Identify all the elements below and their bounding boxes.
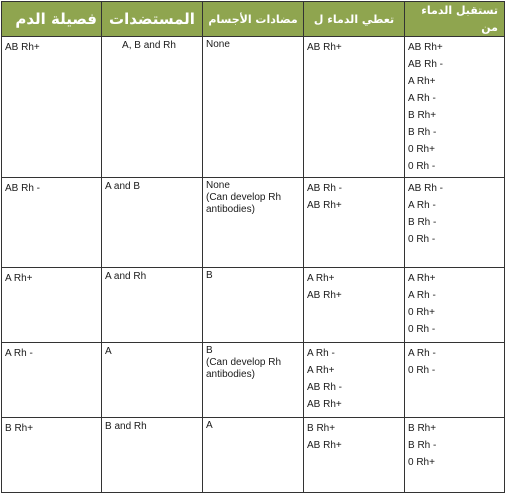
cell-line: AB Rh - xyxy=(408,59,444,70)
cell-line: None xyxy=(206,39,230,50)
receive-from-cell xyxy=(405,37,505,178)
header-antigens: المستضدات xyxy=(102,2,203,37)
blood-type-cell xyxy=(2,343,102,418)
cell-line: (Can develop Rh xyxy=(206,357,282,368)
cell-line: A and Rh xyxy=(105,271,147,282)
cell-line: (Can develop Rh xyxy=(206,192,282,203)
cell-line: AB Rh - xyxy=(307,183,343,194)
cell-line: A Rh+ xyxy=(408,273,436,284)
cell-line: B and Rh xyxy=(105,421,147,432)
blood-type-cell xyxy=(2,37,102,178)
header-receive-from: تستقبل الدماء من xyxy=(405,2,505,37)
cell-line: 0 Rh - xyxy=(408,161,436,172)
cell-line: A xyxy=(206,420,213,431)
cell-line: AB Rh+ xyxy=(408,42,443,53)
cell-line: A Rh - xyxy=(5,348,33,359)
donate-to-cell xyxy=(304,37,405,178)
table-row xyxy=(2,343,505,418)
cell-line: B xyxy=(206,270,213,281)
antibodies-cell xyxy=(203,37,304,178)
cell-line: AB Rh+ xyxy=(307,290,342,301)
cell-line: 0 Rh+ xyxy=(408,307,435,318)
donate-to-cell xyxy=(304,418,405,493)
cell-line: AB Rh+ xyxy=(5,42,40,53)
cell-line: A Rh+ xyxy=(408,76,436,87)
donate-to-cell xyxy=(304,178,405,268)
cell-line: A Rh - xyxy=(307,348,335,359)
cell-line: A, B and Rh xyxy=(122,40,176,51)
antibodies-cell xyxy=(203,268,304,343)
table-row xyxy=(2,37,505,178)
blood-type-cell xyxy=(2,178,102,268)
cell-line: AB Rh+ xyxy=(307,200,342,211)
receive-from-cell xyxy=(405,178,505,268)
cell-line: 0 Rh - xyxy=(408,324,436,335)
cell-line: 0 Rh+ xyxy=(408,144,435,155)
cell-line: antibodies) xyxy=(206,369,255,380)
cell-line: AB Rh+ xyxy=(307,440,342,451)
blood-type-cell xyxy=(2,418,102,493)
donate-to-cell xyxy=(304,343,405,418)
receive-from-cell xyxy=(405,418,505,493)
cell-line: B Rh - xyxy=(408,127,437,138)
donate-to-cell xyxy=(304,268,405,343)
cell-line: B Rh - xyxy=(408,440,437,451)
cell-line: A xyxy=(105,346,112,357)
receive-from-cell xyxy=(405,268,505,343)
cell-line: B Rh+ xyxy=(408,110,437,121)
cell-line: A Rh - xyxy=(408,348,436,359)
header-blood-type: فصيلة الدم xyxy=(2,2,102,37)
table-row xyxy=(2,418,505,493)
cell-line: A Rh+ xyxy=(5,273,33,284)
cell-line: AB Rh - xyxy=(307,382,343,393)
antigens-cell xyxy=(102,37,203,178)
cell-line: 0 Rh - xyxy=(408,234,436,245)
cell-line: 0 Rh - xyxy=(408,365,436,376)
antibodies-cell xyxy=(203,418,304,493)
table-row xyxy=(2,268,505,343)
cell-line: A Rh+ xyxy=(307,273,335,284)
cell-line: B Rh+ xyxy=(5,423,34,434)
header-antibodies: مضادات الأجسام xyxy=(203,2,304,37)
cell-line: None xyxy=(206,180,230,191)
cell-line: A Rh - xyxy=(408,93,436,104)
antibodies-cell xyxy=(203,343,304,418)
cell-line: AB Rh+ xyxy=(307,42,342,53)
cell-line: A Rh - xyxy=(408,200,436,211)
cell-line: B Rh - xyxy=(408,217,437,228)
cell-line: B Rh+ xyxy=(307,423,336,434)
header-donate-to: تعطي الدماء ل xyxy=(304,2,405,37)
table-row xyxy=(2,178,505,268)
blood-type-table xyxy=(1,1,505,493)
cell-line: 0 Rh+ xyxy=(408,457,435,468)
cell-line: AB Rh+ xyxy=(307,399,342,410)
cell-line: B Rh+ xyxy=(408,423,437,434)
receive-from-cell xyxy=(405,343,505,418)
antigens-cell xyxy=(102,343,203,418)
cell-line: B xyxy=(206,345,213,356)
cell-line: AB Rh - xyxy=(408,183,444,194)
antigens-cell xyxy=(102,178,203,268)
header-row xyxy=(2,2,505,37)
cell-line: A Rh+ xyxy=(307,365,335,376)
cell-line: A Rh - xyxy=(408,290,436,301)
antigens-cell xyxy=(102,418,203,493)
cell-line: A and B xyxy=(105,181,141,192)
cell-line: AB Rh - xyxy=(5,183,41,194)
antigens-cell xyxy=(102,268,203,343)
antibodies-cell xyxy=(203,178,304,268)
blood-type-cell xyxy=(2,268,102,343)
cell-line: antibodies) xyxy=(206,204,255,215)
